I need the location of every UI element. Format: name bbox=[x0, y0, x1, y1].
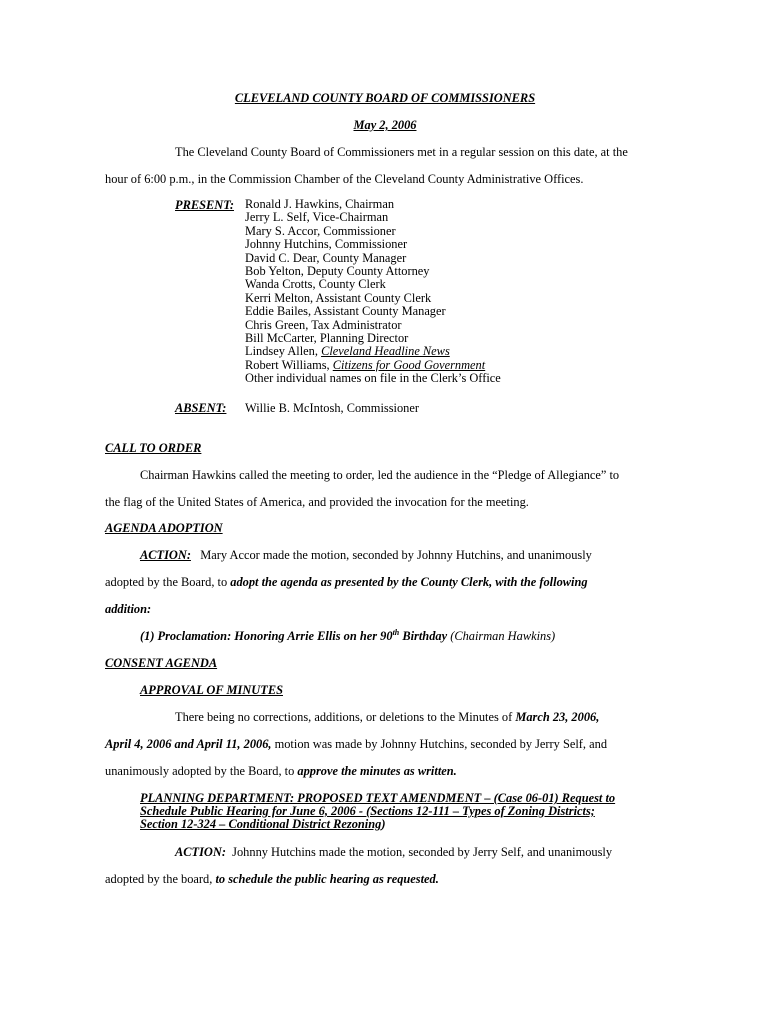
document-title: CLEVELAND COUNTY BOARD OF COMMISSIONERS bbox=[234, 91, 536, 105]
action-text: Johnny Hutchins made the motion, seconded by Jerry Self, and unanimously bbox=[232, 845, 613, 859]
intro-line-1: The Cleveland County Board of Commissioners met in a regular session on this date, at the bbox=[175, 145, 628, 159]
planning-heading-close: ) bbox=[381, 817, 386, 831]
minutes-line-1 bbox=[175, 710, 599, 724]
minutes-text-emphasis: April 4, 2006 and April 11, 2006, bbox=[105, 737, 272, 751]
present-name: Kerri Melton, Assistant County Clerk bbox=[245, 290, 432, 305]
present-label: PRESENT: bbox=[175, 198, 234, 212]
present-name: Wanda Crotts, County Clerk bbox=[245, 277, 386, 292]
section-heading-agenda-adoption: AGENDA ADOPTION bbox=[105, 521, 223, 535]
item-text: (1) Proclamation: Honoring Arrie Ellis on her 90 bbox=[140, 629, 393, 643]
minutes-text: unanimously adopted by the Board, to bbox=[105, 764, 298, 778]
call-to-order-line-1: Chairman Hawkins called the meeting to order, led the audience in the “Pledge of Allegiance” to bbox=[140, 468, 620, 482]
present-name-press bbox=[245, 345, 501, 358]
present-name: Eddie Bailes, Assistant County Manager bbox=[245, 304, 446, 319]
action-text-emphasis: adopt the agenda as presented by the County Clerk, with the following bbox=[230, 575, 588, 589]
section-heading-consent-agenda: CONSENT AGENDA bbox=[105, 656, 218, 670]
agenda-action-line-1 bbox=[140, 548, 592, 562]
minutes-text: There being no corrections, additions, or deletions to the Minutes of bbox=[175, 710, 516, 724]
present-name: Bill McCarter, Planning Director bbox=[245, 331, 409, 346]
present-name: Chris Green, Tax Administrator bbox=[245, 317, 402, 332]
present-name: Johnny Hutchins, Commissioner bbox=[245, 237, 408, 252]
present-other: Other individual names on file in the Clerk’s Office bbox=[245, 371, 501, 386]
intro-line-2: hour of 6:00 p.m., in the Commission Chamber of the Cleveland County Administrative Offices. bbox=[105, 172, 584, 186]
publication-name: Citizens for Good Government bbox=[332, 357, 486, 372]
meeting-date: May 2, 2006 bbox=[353, 118, 417, 132]
present-name: Mary S. Accor, Commissioner bbox=[245, 223, 396, 238]
action-label: ACTION: bbox=[140, 548, 191, 562]
present-name: Bob Yelton, Deputy County Attorney bbox=[245, 264, 430, 279]
planning-heading-line-3 bbox=[140, 818, 385, 831]
present-name: Jerry L. Self, Vice-Chairman bbox=[245, 210, 389, 225]
present-name-text: Robert Williams, bbox=[245, 357, 333, 372]
planning-action-line-1 bbox=[175, 845, 612, 859]
present-name-press bbox=[245, 359, 501, 372]
call-to-order-line-2: the flag of the United States of America, and provided the invocation for the meeting. bbox=[105, 495, 529, 509]
minutes-line-2 bbox=[105, 737, 607, 751]
planning-heading-text: Section 12-324 – Conditional District Rezoning bbox=[140, 817, 382, 831]
present-name: Ronald J. Hawkins, Chairman bbox=[245, 197, 395, 211]
item-text: Birthday bbox=[399, 629, 451, 643]
action-text: adopted by the Board, to bbox=[105, 575, 231, 589]
minutes-text-emphasis: approve the minutes as written. bbox=[297, 764, 457, 778]
planning-heading-line-2: Schedule Public Hearing for June 6, 2006 - (Sections 12-111 – Types of Zoning Districts; bbox=[140, 804, 595, 818]
action-text-emphasis: to schedule the public hearing as requested. bbox=[215, 872, 439, 886]
planning-heading-line-1: PLANNING DEPARTMENT: PROPOSED TEXT AMENDMENT – (Case 06-01) Request to bbox=[140, 791, 616, 805]
agenda-action-line-3: addition: bbox=[105, 602, 152, 616]
item-superscript: th bbox=[392, 627, 400, 637]
minutes-text-emphasis: March 23, 2006, bbox=[515, 710, 600, 724]
action-text: Mary Accor made the motion, seconded by Johnny Hutchins, and unanimously bbox=[200, 548, 592, 562]
subheading-approval-of-minutes: APPROVAL OF MINUTES bbox=[140, 683, 283, 697]
absent-names: Willie B. McIntosh, Commissioner bbox=[245, 401, 419, 415]
minutes-line-3 bbox=[105, 764, 457, 778]
absent-label: ABSENT: bbox=[175, 401, 227, 415]
item-presenter: (Chairman Hawkins) bbox=[450, 629, 556, 643]
agenda-action-line-2 bbox=[105, 575, 588, 589]
action-text: adopted by the board, bbox=[105, 872, 216, 886]
present-list bbox=[245, 198, 501, 386]
present-name-text: Lindsey Allen, bbox=[245, 344, 322, 359]
minutes-text: motion was made by Johnny Hutchins, seconded by Jerry Self, and bbox=[271, 737, 608, 751]
action-label: ACTION: bbox=[175, 845, 226, 859]
present-name: David C. Dear, County Manager bbox=[245, 250, 407, 265]
agenda-addition-item bbox=[140, 629, 555, 643]
section-heading-call-to-order: CALL TO ORDER bbox=[105, 441, 202, 455]
planning-action-line-2 bbox=[105, 872, 439, 886]
publication-name: Cleveland Headline News bbox=[321, 344, 450, 359]
